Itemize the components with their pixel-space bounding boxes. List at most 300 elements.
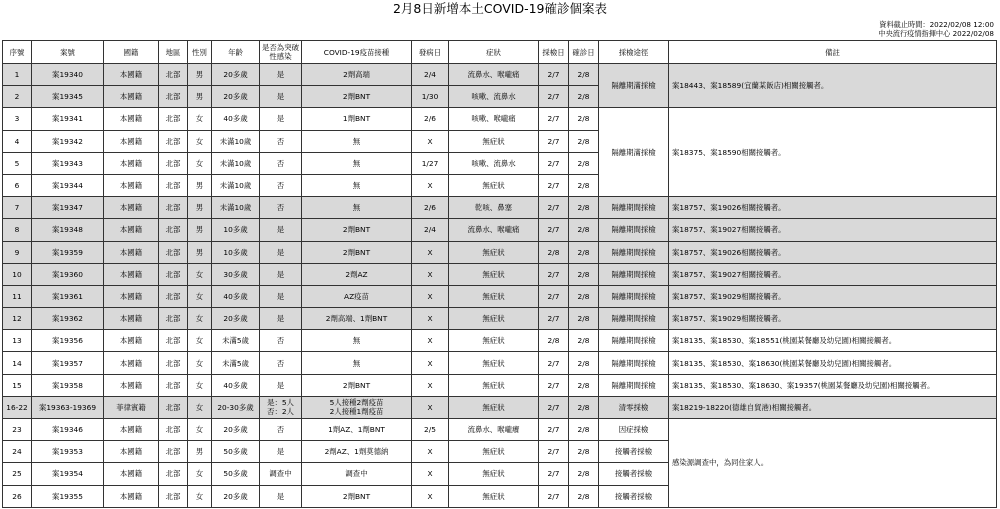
nationality-cell: 本國籍 bbox=[104, 285, 159, 307]
region-cell: 北部 bbox=[159, 330, 188, 352]
breakthrough-cell: 是：5人 否：2人 bbox=[260, 396, 302, 418]
test-route-cell: 隔離期滿採檢 bbox=[599, 64, 669, 108]
remarks-cell: 案18219-18220(德雄自貿港)相關接觸者。 bbox=[669, 396, 997, 418]
case-id-cell: 案19343 bbox=[32, 152, 104, 174]
test-route-cell: 接觸者採檢 bbox=[599, 463, 669, 485]
nationality-cell: 本國籍 bbox=[104, 64, 159, 86]
confirm-date-cell: 2/8 bbox=[569, 241, 599, 263]
confirm-date-cell: 2/8 bbox=[569, 463, 599, 485]
age-cell: 未滿5歲 bbox=[212, 330, 260, 352]
case-serial-cell: 2 bbox=[3, 86, 32, 108]
vaccine-cell: 無 bbox=[302, 174, 412, 196]
case-serial-cell: 12 bbox=[3, 308, 32, 330]
column-header: 採檢途徑 bbox=[599, 41, 669, 64]
symptoms-cell: 無症狀 bbox=[449, 308, 539, 330]
symptoms-cell: 無症狀 bbox=[449, 130, 539, 152]
test-date-cell: 2/8 bbox=[539, 241, 569, 263]
vaccine-cell: 1劑AZ、1劑BNT bbox=[302, 419, 412, 441]
remarks-cell: 案18135、案18530、案18630(桃園某餐廳及幼兒園)相關接觸者。 bbox=[669, 352, 997, 374]
onset-date-cell: 1/27 bbox=[412, 152, 449, 174]
region-cell: 北部 bbox=[159, 485, 188, 507]
remarks-cell: 案18135、案18530、案18630、案19357(桃園某餐廳及幼兒園)相關接觸者。 bbox=[669, 374, 997, 396]
remarks-cell: 案18757、案19027相關接觸者。 bbox=[669, 219, 997, 241]
case-id-cell: 案19348 bbox=[32, 219, 104, 241]
symptoms-cell: 乾咳、鼻塞 bbox=[449, 197, 539, 219]
vaccine-cell: 調查中 bbox=[302, 463, 412, 485]
column-header: 確診日 bbox=[569, 41, 599, 64]
column-header: 年齡 bbox=[212, 41, 260, 64]
test-date-cell: 2/7 bbox=[539, 174, 569, 196]
sex-cell: 男 bbox=[188, 174, 212, 196]
vaccine-cell: 2劑BNT bbox=[302, 241, 412, 263]
remarks-cell: 案18757、案19026相關接觸者。 bbox=[669, 197, 997, 219]
nationality-cell: 本國籍 bbox=[104, 330, 159, 352]
case-id-cell: 案19344 bbox=[32, 174, 104, 196]
test-route-cell: 隔離期間採檢 bbox=[599, 308, 669, 330]
vaccine-cell: 2劑BNT bbox=[302, 374, 412, 396]
nationality-cell: 本國籍 bbox=[104, 485, 159, 507]
breakthrough-cell: 調查中 bbox=[260, 463, 302, 485]
vaccine-cell: 無 bbox=[302, 352, 412, 374]
case-id-cell: 案19342 bbox=[32, 130, 104, 152]
data-cutoff-time: 資料截止時間：2022/02/08 12:00 bbox=[879, 20, 994, 29]
test-date-cell: 2/7 bbox=[539, 463, 569, 485]
age-cell: 未滿5歲 bbox=[212, 352, 260, 374]
symptoms-cell: 無症狀 bbox=[449, 285, 539, 307]
table-row bbox=[3, 419, 997, 441]
onset-date-cell: 1/30 bbox=[412, 86, 449, 108]
column-header: 序號 bbox=[3, 41, 32, 64]
case-id-cell: 案19360 bbox=[32, 263, 104, 285]
region-cell: 北部 bbox=[159, 108, 188, 130]
test-date-cell: 2/7 bbox=[539, 352, 569, 374]
breakthrough-cell: 是 bbox=[260, 374, 302, 396]
vaccine-cell: 2劑高端 bbox=[302, 64, 412, 86]
onset-date-cell: X bbox=[412, 130, 449, 152]
column-header: COVID-19疫苗接種 bbox=[302, 41, 412, 64]
test-date-cell: 2/7 bbox=[539, 64, 569, 86]
column-header: 症狀 bbox=[449, 41, 539, 64]
symptoms-cell: 無症狀 bbox=[449, 441, 539, 463]
confirm-date-cell: 2/8 bbox=[569, 330, 599, 352]
age-cell: 20-30多歲 bbox=[212, 396, 260, 418]
vaccine-cell: 1劑BNT bbox=[302, 108, 412, 130]
region-cell: 北部 bbox=[159, 241, 188, 263]
region-cell: 北部 bbox=[159, 285, 188, 307]
onset-date-cell: X bbox=[412, 396, 449, 418]
symptoms-cell: 無症狀 bbox=[449, 352, 539, 374]
test-route-cell: 接觸者採檢 bbox=[599, 441, 669, 463]
confirm-date-cell: 2/8 bbox=[569, 374, 599, 396]
nationality-cell: 本國籍 bbox=[104, 86, 159, 108]
onset-date-cell: 2/6 bbox=[412, 197, 449, 219]
nationality-cell: 本國籍 bbox=[104, 219, 159, 241]
symptoms-cell: 無症狀 bbox=[449, 374, 539, 396]
nationality-cell: 菲律賓籍 bbox=[104, 396, 159, 418]
case-serial-cell: 24 bbox=[3, 441, 32, 463]
nationality-cell: 本國籍 bbox=[104, 130, 159, 152]
test-date-cell: 2/7 bbox=[539, 285, 569, 307]
test-date-cell: 2/7 bbox=[539, 441, 569, 463]
breakthrough-cell: 是 bbox=[260, 441, 302, 463]
sex-cell: 女 bbox=[188, 308, 212, 330]
age-cell: 40多歲 bbox=[212, 108, 260, 130]
sex-cell: 女 bbox=[188, 285, 212, 307]
test-route-cell: 隔離期間採檢 bbox=[599, 352, 669, 374]
sex-cell: 女 bbox=[188, 463, 212, 485]
test-date-cell: 2/7 bbox=[539, 108, 569, 130]
test-date-cell: 2/7 bbox=[539, 86, 569, 108]
age-cell: 50多歲 bbox=[212, 463, 260, 485]
sex-cell: 女 bbox=[188, 419, 212, 441]
region-cell: 北部 bbox=[159, 86, 188, 108]
region-cell: 北部 bbox=[159, 152, 188, 174]
case-id-cell: 案19362 bbox=[32, 308, 104, 330]
case-serial-cell: 1 bbox=[3, 64, 32, 86]
column-header: 地區 bbox=[159, 41, 188, 64]
breakthrough-cell: 否 bbox=[260, 330, 302, 352]
confirm-date-cell: 2/8 bbox=[569, 485, 599, 507]
case-serial-cell: 7 bbox=[3, 197, 32, 219]
onset-date-cell: X bbox=[412, 308, 449, 330]
onset-date-cell: X bbox=[412, 352, 449, 374]
region-cell: 北部 bbox=[159, 419, 188, 441]
region-cell: 北部 bbox=[159, 263, 188, 285]
test-date-cell: 2/8 bbox=[539, 330, 569, 352]
region-cell: 北部 bbox=[159, 396, 188, 418]
age-cell: 未滿10歲 bbox=[212, 174, 260, 196]
vaccine-cell: 無 bbox=[302, 152, 412, 174]
vaccine-cell: 2劑BNT bbox=[302, 485, 412, 507]
remarks-cell: 案18757、案19027相關接觸者。 bbox=[669, 263, 997, 285]
test-route-cell: 隔離期間採檢 bbox=[599, 285, 669, 307]
sex-cell: 男 bbox=[188, 241, 212, 263]
sex-cell: 女 bbox=[188, 263, 212, 285]
onset-date-cell: X bbox=[412, 263, 449, 285]
test-date-cell: 2/7 bbox=[539, 374, 569, 396]
breakthrough-cell: 否 bbox=[260, 419, 302, 441]
sex-cell: 男 bbox=[188, 219, 212, 241]
sex-cell: 女 bbox=[188, 352, 212, 374]
sex-cell: 男 bbox=[188, 441, 212, 463]
vaccine-cell: 2劑AZ bbox=[302, 263, 412, 285]
confirm-date-cell: 2/8 bbox=[569, 396, 599, 418]
nationality-cell: 本國籍 bbox=[104, 374, 159, 396]
onset-date-cell: X bbox=[412, 485, 449, 507]
confirm-date-cell: 2/8 bbox=[569, 263, 599, 285]
issuer-date: 中央流行疫情指揮中心 2022/02/08 bbox=[878, 29, 994, 38]
remarks-cell: 案18757、案19029相關接觸者。 bbox=[669, 308, 997, 330]
breakthrough-cell: 是 bbox=[260, 241, 302, 263]
onset-date-cell: 2/5 bbox=[412, 419, 449, 441]
vaccine-cell: 2劑BNT bbox=[302, 219, 412, 241]
sex-cell: 男 bbox=[188, 86, 212, 108]
region-cell: 北部 bbox=[159, 374, 188, 396]
case-serial-cell: 4 bbox=[3, 130, 32, 152]
nationality-cell: 本國籍 bbox=[104, 108, 159, 130]
vaccine-cell: 無 bbox=[302, 197, 412, 219]
case-id-cell: 案19356 bbox=[32, 330, 104, 352]
sex-cell: 女 bbox=[188, 485, 212, 507]
nationality-cell: 本國籍 bbox=[104, 241, 159, 263]
test-route-cell: 因症採檢 bbox=[599, 419, 669, 441]
page-title: 2月8日新增本土COVID-19確診個案表 bbox=[392, 1, 608, 16]
column-header: 性別 bbox=[188, 41, 212, 64]
case-id-cell: 案19357 bbox=[32, 352, 104, 374]
symptoms-cell: 咳嗽、流鼻水 bbox=[449, 152, 539, 174]
vaccine-cell: 5人接種2劑疫苗 2人接種1劑疫苗 bbox=[302, 396, 412, 418]
column-header: 國籍 bbox=[104, 41, 159, 64]
nationality-cell: 本國籍 bbox=[104, 308, 159, 330]
test-route-cell: 隔離期間採檢 bbox=[599, 219, 669, 241]
sex-cell: 女 bbox=[188, 108, 212, 130]
case-id-cell: 案19347 bbox=[32, 197, 104, 219]
table-row bbox=[3, 330, 997, 352]
test-date-cell: 2/7 bbox=[539, 396, 569, 418]
test-route-cell: 隔離期間採檢 bbox=[599, 197, 669, 219]
confirm-date-cell: 2/8 bbox=[569, 64, 599, 86]
test-route-cell: 隔離期間採檢 bbox=[599, 330, 669, 352]
case-serial-cell: 10 bbox=[3, 263, 32, 285]
region-cell: 北部 bbox=[159, 130, 188, 152]
remarks-cell: 案18757、案19029相關接觸者。 bbox=[669, 285, 997, 307]
column-header: 發病日 bbox=[412, 41, 449, 64]
age-cell: 20多歲 bbox=[212, 308, 260, 330]
vaccine-cell: 無 bbox=[302, 330, 412, 352]
case-serial-cell: 26 bbox=[3, 485, 32, 507]
column-header: 採檢日 bbox=[539, 41, 569, 64]
symptoms-cell: 流鼻水、喉嚨痛 bbox=[449, 64, 539, 86]
region-cell: 北部 bbox=[159, 463, 188, 485]
vaccine-cell: 無 bbox=[302, 130, 412, 152]
table-row bbox=[3, 219, 997, 241]
sex-cell: 女 bbox=[188, 396, 212, 418]
breakthrough-cell: 否 bbox=[260, 352, 302, 374]
case-id-cell: 案19363-19369 bbox=[32, 396, 104, 418]
test-date-cell: 2/7 bbox=[539, 485, 569, 507]
confirm-date-cell: 2/8 bbox=[569, 419, 599, 441]
sex-cell: 男 bbox=[188, 64, 212, 86]
onset-date-cell: X bbox=[412, 441, 449, 463]
age-cell: 40多歲 bbox=[212, 374, 260, 396]
sex-cell: 男 bbox=[188, 197, 212, 219]
onset-date-cell: X bbox=[412, 241, 449, 263]
symptoms-cell: 流鼻水、喉嚨癢 bbox=[449, 419, 539, 441]
vaccine-cell: 2劑AZ、1劑莫德納 bbox=[302, 441, 412, 463]
test-route-cell: 隔離期滿採檢 bbox=[599, 108, 669, 197]
breakthrough-cell: 是 bbox=[260, 219, 302, 241]
case-table bbox=[2, 40, 997, 508]
case-id-cell: 案19361 bbox=[32, 285, 104, 307]
symptoms-cell: 流鼻水、喉嚨痛 bbox=[449, 219, 539, 241]
confirm-date-cell: 2/8 bbox=[569, 130, 599, 152]
region-cell: 北部 bbox=[159, 308, 188, 330]
test-route-cell: 隔離期間採檢 bbox=[599, 374, 669, 396]
sex-cell: 女 bbox=[188, 330, 212, 352]
test-route-cell: 清零採檢 bbox=[599, 396, 669, 418]
region-cell: 北部 bbox=[159, 197, 188, 219]
region-cell: 北部 bbox=[159, 219, 188, 241]
case-id-cell: 案19346 bbox=[32, 419, 104, 441]
test-date-cell: 2/7 bbox=[539, 152, 569, 174]
column-header: 案號 bbox=[32, 41, 104, 64]
confirm-date-cell: 2/8 bbox=[569, 108, 599, 130]
nationality-cell: 本國籍 bbox=[104, 463, 159, 485]
column-header: 是否為突破性感染 bbox=[260, 41, 302, 64]
test-route-cell: 接觸者採檢 bbox=[599, 485, 669, 507]
report-meta bbox=[878, 20, 994, 38]
case-id-cell: 案19341 bbox=[32, 108, 104, 130]
age-cell: 10多歲 bbox=[212, 241, 260, 263]
age-cell: 20多歲 bbox=[212, 419, 260, 441]
breakthrough-cell: 否 bbox=[260, 130, 302, 152]
nationality-cell: 本國籍 bbox=[104, 197, 159, 219]
age-cell: 20多歲 bbox=[212, 86, 260, 108]
age-cell: 未滿10歲 bbox=[212, 197, 260, 219]
onset-date-cell: 2/4 bbox=[412, 219, 449, 241]
confirm-date-cell: 2/8 bbox=[569, 441, 599, 463]
breakthrough-cell: 是 bbox=[260, 485, 302, 507]
case-id-cell: 案19355 bbox=[32, 485, 104, 507]
symptoms-cell: 無症狀 bbox=[449, 241, 539, 263]
confirm-date-cell: 2/8 bbox=[569, 152, 599, 174]
symptoms-cell: 咳嗽、喉嚨痛 bbox=[449, 108, 539, 130]
confirm-date-cell: 2/8 bbox=[569, 86, 599, 108]
breakthrough-cell: 是 bbox=[260, 285, 302, 307]
remarks-cell: 感染源調查中，為同住家人。 bbox=[669, 419, 997, 508]
case-id-cell: 案19345 bbox=[32, 86, 104, 108]
nationality-cell: 本國籍 bbox=[104, 263, 159, 285]
breakthrough-cell: 是 bbox=[260, 308, 302, 330]
nationality-cell: 本國籍 bbox=[104, 441, 159, 463]
sex-cell: 女 bbox=[188, 152, 212, 174]
onset-date-cell: 2/4 bbox=[412, 64, 449, 86]
age-cell: 未滿10歲 bbox=[212, 152, 260, 174]
symptoms-cell: 無症狀 bbox=[449, 485, 539, 507]
age-cell: 30多歲 bbox=[212, 263, 260, 285]
case-id-cell: 案19354 bbox=[32, 463, 104, 485]
case-serial-cell: 11 bbox=[3, 285, 32, 307]
breakthrough-cell: 是 bbox=[260, 108, 302, 130]
case-serial-cell: 15 bbox=[3, 374, 32, 396]
table-row bbox=[3, 64, 997, 86]
remarks-cell: 案18375、案18590相關接觸者。 bbox=[669, 108, 997, 197]
age-cell: 20多歲 bbox=[212, 64, 260, 86]
symptoms-cell: 咳嗽、流鼻水 bbox=[449, 86, 539, 108]
table-row bbox=[3, 308, 997, 330]
case-serial-cell: 5 bbox=[3, 152, 32, 174]
symptoms-cell: 無症狀 bbox=[449, 463, 539, 485]
test-date-cell: 2/7 bbox=[539, 130, 569, 152]
case-id-cell: 案19358 bbox=[32, 374, 104, 396]
region-cell: 北部 bbox=[159, 64, 188, 86]
table-row bbox=[3, 197, 997, 219]
table-row bbox=[3, 241, 997, 263]
vaccine-cell: 2劑BNT bbox=[302, 86, 412, 108]
breakthrough-cell: 否 bbox=[260, 152, 302, 174]
test-date-cell: 2/7 bbox=[539, 263, 569, 285]
sex-cell: 女 bbox=[188, 130, 212, 152]
age-cell: 10多歲 bbox=[212, 219, 260, 241]
onset-date-cell: X bbox=[412, 330, 449, 352]
table-row bbox=[3, 108, 997, 130]
breakthrough-cell: 是 bbox=[260, 86, 302, 108]
symptoms-cell: 無症狀 bbox=[449, 174, 539, 196]
age-cell: 50多歲 bbox=[212, 441, 260, 463]
confirm-date-cell: 2/8 bbox=[569, 174, 599, 196]
symptoms-cell: 無症狀 bbox=[449, 330, 539, 352]
nationality-cell: 本國籍 bbox=[104, 152, 159, 174]
case-serial-cell: 6 bbox=[3, 174, 32, 196]
case-id-cell: 案19359 bbox=[32, 241, 104, 263]
header-row bbox=[3, 41, 997, 64]
nationality-cell: 本國籍 bbox=[104, 419, 159, 441]
symptoms-cell: 無症狀 bbox=[449, 396, 539, 418]
onset-date-cell: 2/6 bbox=[412, 108, 449, 130]
case-serial-cell: 3 bbox=[3, 108, 32, 130]
case-serial-cell: 16-22 bbox=[3, 396, 32, 418]
case-serial-cell: 8 bbox=[3, 219, 32, 241]
table-row bbox=[3, 396, 997, 418]
table-row bbox=[3, 352, 997, 374]
table-row bbox=[3, 263, 997, 285]
vaccine-cell: 2劑高端、1劑BNT bbox=[302, 308, 412, 330]
confirm-date-cell: 2/8 bbox=[569, 285, 599, 307]
sex-cell: 女 bbox=[188, 374, 212, 396]
symptoms-cell: 無症狀 bbox=[449, 263, 539, 285]
test-route-cell: 隔離期間採檢 bbox=[599, 241, 669, 263]
onset-date-cell: X bbox=[412, 463, 449, 485]
test-date-cell: 2/7 bbox=[539, 197, 569, 219]
case-serial-cell: 9 bbox=[3, 241, 32, 263]
breakthrough-cell: 是 bbox=[260, 64, 302, 86]
column-header: 備註 bbox=[669, 41, 997, 64]
test-date-cell: 2/7 bbox=[539, 308, 569, 330]
table-row bbox=[3, 374, 997, 396]
case-id-cell: 案19353 bbox=[32, 441, 104, 463]
case-serial-cell: 23 bbox=[3, 419, 32, 441]
case-serial-cell: 14 bbox=[3, 352, 32, 374]
table-body bbox=[3, 64, 997, 508]
vaccine-cell: AZ疫苗 bbox=[302, 285, 412, 307]
region-cell: 北部 bbox=[159, 352, 188, 374]
breakthrough-cell: 否 bbox=[260, 197, 302, 219]
breakthrough-cell: 否 bbox=[260, 174, 302, 196]
onset-date-cell: X bbox=[412, 374, 449, 396]
confirm-date-cell: 2/8 bbox=[569, 308, 599, 330]
confirm-date-cell: 2/8 bbox=[569, 352, 599, 374]
age-cell: 40多歲 bbox=[212, 285, 260, 307]
table-row bbox=[3, 285, 997, 307]
region-cell: 北部 bbox=[159, 174, 188, 196]
case-serial-cell: 13 bbox=[3, 330, 32, 352]
case-id-cell: 案19340 bbox=[32, 64, 104, 86]
region-cell: 北部 bbox=[159, 441, 188, 463]
onset-date-cell: X bbox=[412, 174, 449, 196]
remarks-cell: 案18443、案18589(宜蘭某飯店)相關接觸者。 bbox=[669, 64, 997, 108]
nationality-cell: 本國籍 bbox=[104, 352, 159, 374]
case-serial-cell: 25 bbox=[3, 463, 32, 485]
breakthrough-cell: 是 bbox=[260, 263, 302, 285]
nationality-cell: 本國籍 bbox=[104, 174, 159, 196]
age-cell: 20多歲 bbox=[212, 485, 260, 507]
confirm-date-cell: 2/8 bbox=[569, 219, 599, 241]
remarks-cell: 案18757、案19026相關接觸者。 bbox=[669, 241, 997, 263]
remarks-cell: 案18135、案18530、案18551(桃園某餐廳及幼兒園)相關接觸者。 bbox=[669, 330, 997, 352]
age-cell: 未滿10歲 bbox=[212, 130, 260, 152]
test-date-cell: 2/7 bbox=[539, 419, 569, 441]
test-date-cell: 2/7 bbox=[539, 219, 569, 241]
